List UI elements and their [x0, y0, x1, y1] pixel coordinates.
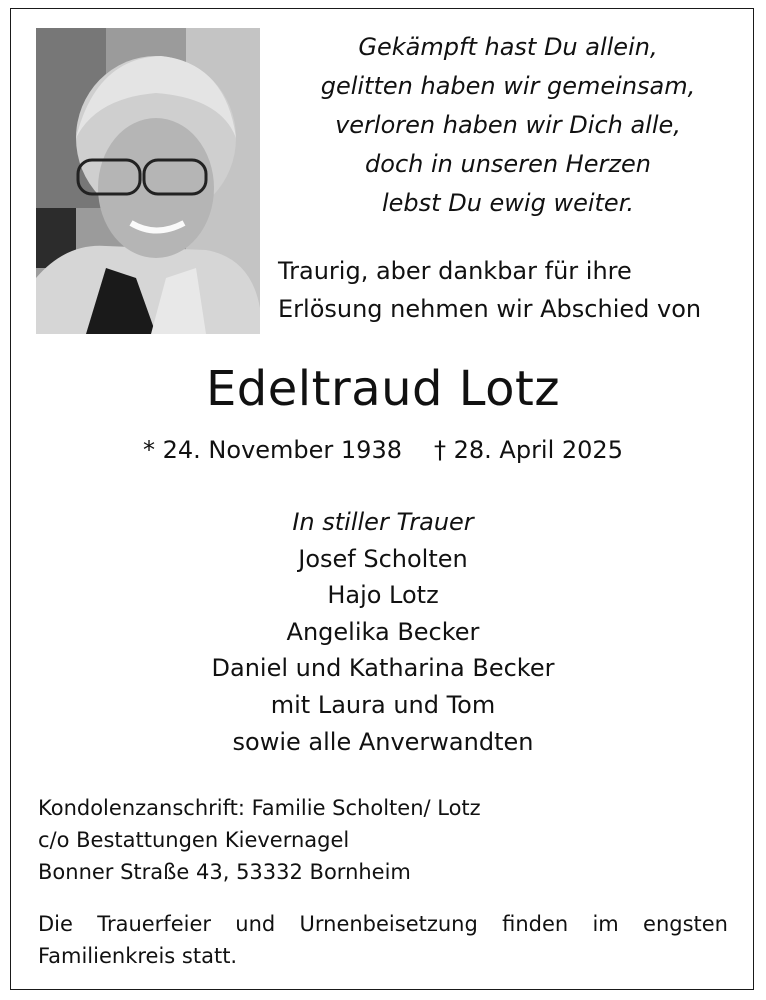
- condolence-address: [38, 792, 738, 888]
- memorial-poem: [280, 28, 736, 223]
- address-line: Kondolenzanschrift: Familie Scholten/ Lotz: [38, 796, 481, 820]
- mourner-name: Angelika Becker: [286, 617, 480, 646]
- poem-line: doch in unseren Herzen: [365, 150, 651, 178]
- death-date: † 28. April 2025: [433, 436, 623, 464]
- farewell-intro: [278, 252, 748, 328]
- portrait-photo: [36, 28, 260, 334]
- birth-date: * 24. November 1938: [143, 436, 402, 464]
- mourner-name: Hajo Lotz: [327, 581, 439, 610]
- mourner-name: mit Laura und Tom: [270, 690, 496, 719]
- address-line: c/o Bestattungen Kievernagel: [38, 828, 350, 852]
- mourner-name: sowie alle Anverwandten: [232, 727, 534, 756]
- poem-line: verloren haben wir Dich alle,: [335, 111, 681, 139]
- address-line: Bonner Straße 43, 53332 Bornheim: [38, 860, 411, 884]
- mourner-name: Daniel und Katharina Becker: [211, 654, 555, 683]
- mourner-name: Josef Scholten: [298, 544, 468, 573]
- poem-line: gelitten haben wir gemeinsam,: [320, 72, 696, 100]
- intro-line: Traurig, aber dankbar für ihre: [278, 257, 632, 285]
- poem-line: lebst Du ewig weiter.: [382, 189, 634, 217]
- funeral-notice: Die Trauerfeier und Urnenbeisetzung finden im engsten Familienkreis statt.: [38, 912, 728, 968]
- mourners-list: [0, 504, 766, 760]
- poem-line: Gekämpft hast Du allein,: [358, 33, 658, 61]
- intro-line: Erlösung nehmen wir Abschied von: [278, 295, 702, 323]
- mourners-lead: In stiller Trauer: [292, 508, 474, 536]
- life-dates: [0, 430, 766, 470]
- deceased-name: Edeltraud Lotz: [205, 361, 561, 417]
